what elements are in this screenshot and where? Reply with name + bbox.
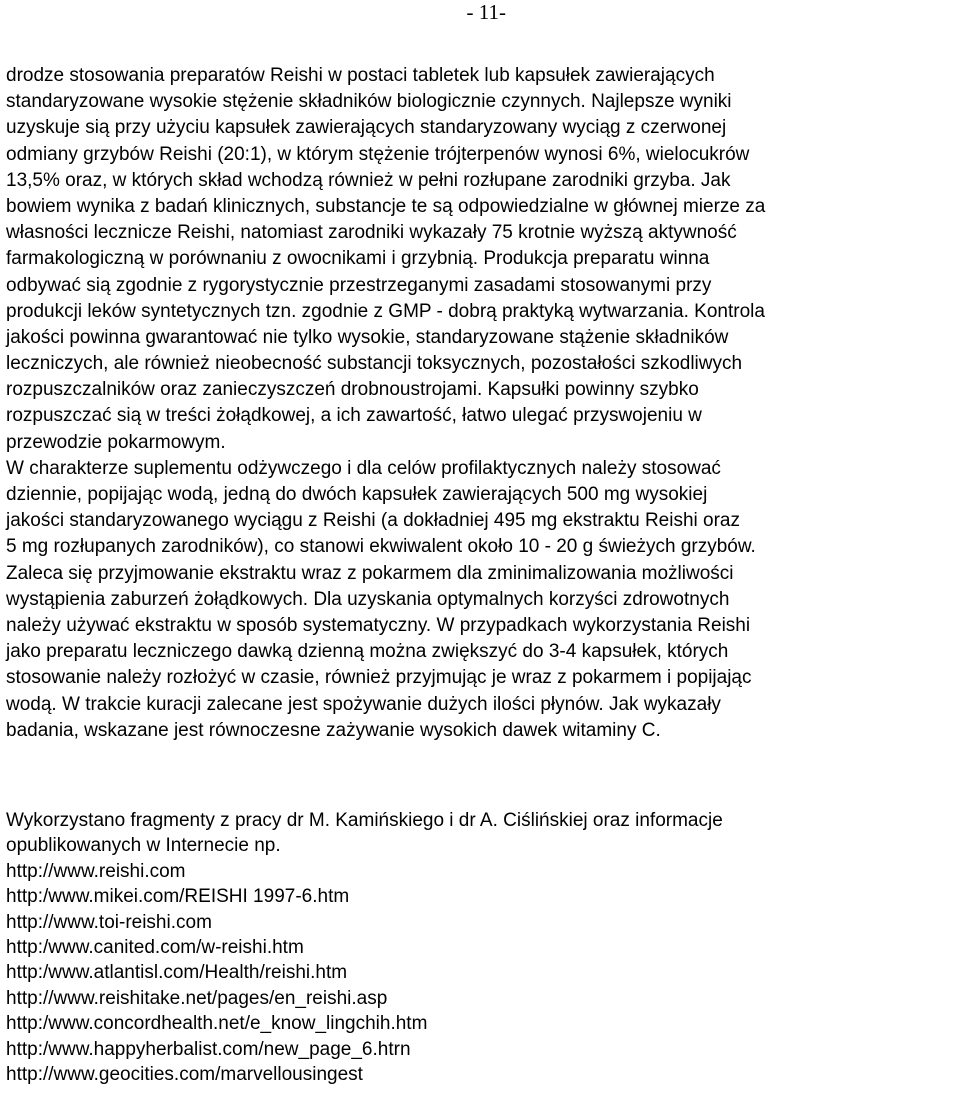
- text-line: 5 mg rozłupanych zarodników), co stanowi ekwiwalent około 10 - 20 g świeżych grzybów.: [6, 536, 756, 558]
- references-intro: opublikowanych w Internecie np.: [6, 835, 281, 857]
- text-line: bowiem wynika z badań klinicznych, substancje te są odpowiedzialne w głównej mierze za: [6, 195, 766, 217]
- text-line: jakości powinna gwarantować nie tylko wysokie, standaryzowane stążenie składników: [6, 326, 729, 348]
- text-line: produkcji leków syntetycznych tzn. zgodnie z GMP - dobrą praktyką wytwarzania. Kontrola: [6, 300, 765, 322]
- text-line: wodą. W trakcie kuracji zalecane jest spożywanie dużych ilości płynów. Jak wykazały: [6, 693, 721, 715]
- references-intro: Wykorzystano fragmenty z pracy dr M. Kamińskiego i dr A. Ciślińskiej oraz informacje: [6, 810, 723, 831]
- main-text: [6, 63, 960, 744]
- text-line: jako preparatu leczniczego dawką dzienną można zwiększyć do 3-4 kapsułek, których: [6, 641, 729, 663]
- text-line: należy używać ekstraktu w sposób systematyczny. W przypadkach wykorzystania Reishi: [6, 614, 751, 636]
- reference-url: http:/www.canited.com/w-reishi.htm: [6, 936, 304, 958]
- text-line: badania, wskazane jest równoczesne zażywanie wysokich dawek witaminy C.: [6, 719, 661, 741]
- text-line: W charakterze suplementu odżywczego i dla celów profilaktycznych należy stosować: [6, 457, 721, 479]
- text-line: wystąpienia zaburzeń żołądkowych. Dla uzyskania optymalnych korzyści zdrowotnych: [6, 588, 730, 610]
- page-number: - 11-: [466, 0, 506, 24]
- reference-url: http:/www.mikei.com/REISHI 1997-6.htm: [6, 886, 350, 908]
- references-section: [6, 808, 960, 1087]
- text-line: przewodzie pokarmowym.: [6, 431, 226, 453]
- text-line: odbywać sią zgodnie z rygorystycznie przestrzeganymi zasadami stosowanymi przy: [6, 274, 712, 296]
- reference-url: http://www.toi-reishi.com: [6, 911, 212, 933]
- text-line: 13,5% oraz, w których skład wchodzą również w pełni rozłupane zarodniki grzyba. Jak: [6, 169, 731, 191]
- text-line: drodze stosowania preparatów Reishi w postaci tabletek lub kapsułek zawierających: [6, 65, 715, 86]
- text-line: standaryzowane wysokie stężenie składników biologicznie czynnych. Najlepsze wyniki: [6, 91, 732, 113]
- reference-url: http:/www.concordhealth.net/e_know_lingchih.htm: [6, 1013, 428, 1035]
- reference-url: http:/www.atlantisl.com/Health/reishi.htm: [6, 962, 348, 984]
- reference-url: http://www.geocities.com/marvellousingest: [6, 1063, 363, 1085]
- text-line: własności lecznicze Reishi, natomiast zarodniki wykazały 75 krotnie wyższą aktywność: [6, 222, 737, 244]
- reference-url: http://www.reishitake.net/pages/en_reishi.asp: [6, 987, 388, 1009]
- text-line: dziennie, popijając wodą, jedną do dwóch kapsułek zawierających 500 mg wysokiej: [6, 484, 708, 505]
- text-line: jakości standaryzowanego wyciągu z Reishi (a dokładniej 495 mg ekstraktu Reishi oraz: [6, 510, 740, 532]
- text-line: rozpuszczać sią w treści żołądkowej, a ich zawartość, łatwo ulegać przyswojeniu w: [6, 405, 702, 427]
- text-line: farmakologiczną w porównaniu z owocnikami i grzybnią. Produkcja preparatu winna: [6, 248, 710, 270]
- text-line: rozpuszczalników oraz zanieczyszczeń drobnoustrojami. Kapsułki powinny szybko: [6, 379, 699, 401]
- text-line: leczniczych, ale również nieobecność substancji toksycznych, pozostałości szkodliwych: [6, 353, 743, 375]
- text-line: uzyskuje sią przy użyciu kapsułek zawierających standaryzowany wyciąg z czerwonej: [6, 117, 727, 139]
- reference-url-list: [6, 859, 960, 1088]
- text-line: Zaleca się przyjmowanie ekstraktu wraz z pokarmem dla zminimalizowania możliwości: [6, 562, 734, 584]
- text-line: stosowanie należy rozłożyć w czasie, również przyjmując je wraz z pokarmem i popijając: [6, 667, 752, 689]
- text-line: odmiany grzybów Reishi (20:1), w którym stężenie trójterpenów wynosi 6%, wielocukrów: [6, 143, 750, 165]
- reference-url: http:/www.happyherbalist.com/new_page_6.htrn: [6, 1038, 411, 1060]
- reference-url: http://www.reishi.com: [6, 860, 186, 882]
